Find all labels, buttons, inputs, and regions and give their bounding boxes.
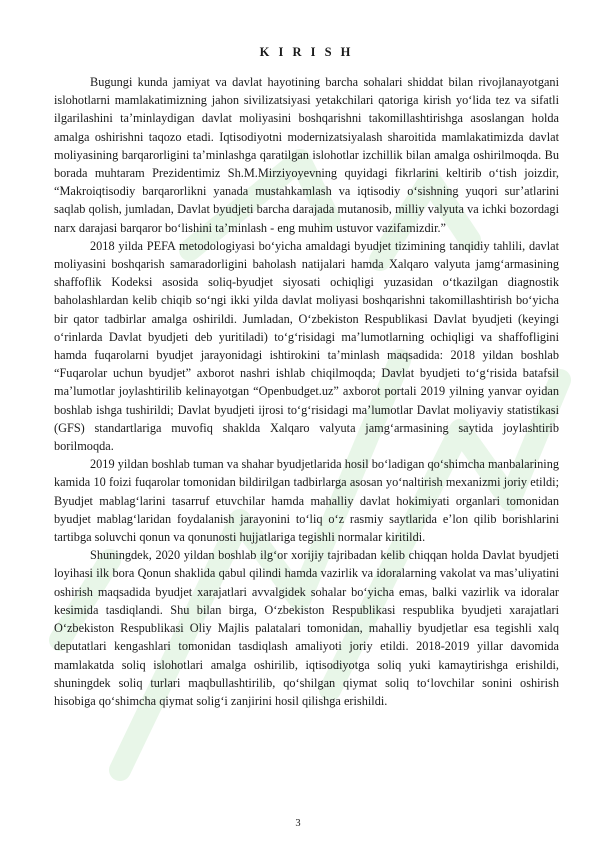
paragraph: Shuningdek, 2020 yildan boshlab ilg‘or xorijiy tajribadan kelib chiqqan holda Davlat byudjeti loyihasi ilk bora Qonun shaklida qabul qilindi hamda vazirlik va idoralarning vakolat va mas’uliyatini oshirish maqsadida byudjet xarajatlari avvalgidek sohalar bo‘yicha emas, balki vazirlik va idoralar kesimida tasdiqlandi. Shu bilan birga, O‘zbekiston Respublikasi respublika byudjeti xarajatlari O‘zbekiston Respublikasi Oliy Majlis palatalari tomonidan, mahalliy byudjetlar esa tegishli xalq deputatlari kengashlari tomonidan tasdiqlash amaliyoti joriy etildi. 2018-2019 yillar davomida mamlakatda soliq islohotlari amalga oshirilib, iqtisodiyotga soliq yuki kamaytirishga erishildi, shuningdek soliq turlari maqbullashtirilib, qo‘shilgan qiymat soliq to‘lovchilar sonini oshirish hisobiga qo‘shimcha qiymat solig‘i zanjirini hosil qilishga erishildi.: [54, 548, 559, 708]
page-number: 3: [295, 818, 301, 829]
paragraph: 2019 yildan boshlab tuman va shahar byudjetlarida hosil bo‘ladigan qo‘shimcha manbalarining kamida 10 foizi fuqarolar tomonidan bildirilgan tadbirlarga asosan yo‘naltirish mexanizmi joriy etildi; Byudjet mablag‘larini tasarruf etuvchilar hamda mahalliy davlat hokimiyati organlari tomonidan byudjet mablag‘laridan foydalanish jarayonini to‘liq o‘z rasmiy saytlarida e’lon qilib borishlarini tartibga soluvchi qonun va qonunosti hujjatlariga tegishli normalar kiritildi.: [54, 457, 559, 545]
document-page: [54, 44, 559, 710]
paragraph: 2018 yilda PEFA metodologiyasi bo‘yicha amaldagi byudjet tizimining tanqidiy tahlili, davlat moliyasini boshqarish samaradorligini baholash natijalari hamda Xalqaro valyuta jamg‘armasining shaffoflik Kodeksi asosida soliq-byudjet siyosati ochiqligi yuzasidan o‘tkazilgan diagnostik baholashlardan kelib chiqib so‘ngi ikki yilda davlat moliyasi boshqarishni takomillashtirish bo‘yicha bir qator tadbirlar amalga oshirildi. Jumladan, O‘zbekiston Respublikasi Davlat byudjeti (keyingi o‘rinlarda Davlat byudjeti deb yuritiladi) to‘g‘risidagi ma’lumotlarning ochiqligi va shaffofligini hamda fuqarolarni byudjet jarayonidagi ishtirokini ta’minlash maqsadida: 2018 yildan boshlab “Fuqarolar uchun byudjet” axborot nashri ishlab chiqilmoqda; Davlat byudjeti to‘g‘risida batafsil ma’lumotlar joylashtirilib kelinayotgan “Openbudget.uz” axborot portali 2019 yilning yanvar oyidan boshlab ishga tushirildi; Davlat byudjeti ijrosi to‘g‘risidagi ma’lumotlar Davlat moliyaviy statistikasi (GFS) standartlariga muvofiq shaklda Xalqaro valyuta jamg‘armasining saytida joylashtirib borilmoqda.: [54, 238, 559, 454]
document-title: K I R I S H: [259, 45, 354, 59]
paragraph: Bugungi kunda jamiyat va davlat hayotining barcha sohalari shiddat bilan rivojlanayotgani islohotlarni mamlakatimizning jahon sivilizatsiyasi yetakchilari qatoriga kirish yo‘lida tez va sifatli ilgarilashini ta’minlaydigan davlat moliyasini boshqarishni takomillashtirishga asoslangan holda amalga oshirishni taqozo etadi. Iqtisodiyotni modernizatsiyalash sharoitida mamlakatimizda davlat moliyasining barqarorligini ta’minlashga qaratilgan islohotlar izchillik bilan amalga oshirilmoqda. Bu borada muhtaram Prezidentimiz Sh.M.Mirziyoyevning quyidagi fikrlarini keltirib o‘tish joizdir, “Makroiqtisodiy barqarorlikni yanada mustahkamlash va iqtisodiy o‘sishning yuqori sur’atlarini saqlab qolish, jumladan, Davlat byudjeti barcha darajada mutanosib, milliy valyuta va ichki bozordagi narx darajasi barqaror bo‘lishini ta’minlash - eng muhim ustuvor vazifamizdir.”: [54, 75, 559, 235]
